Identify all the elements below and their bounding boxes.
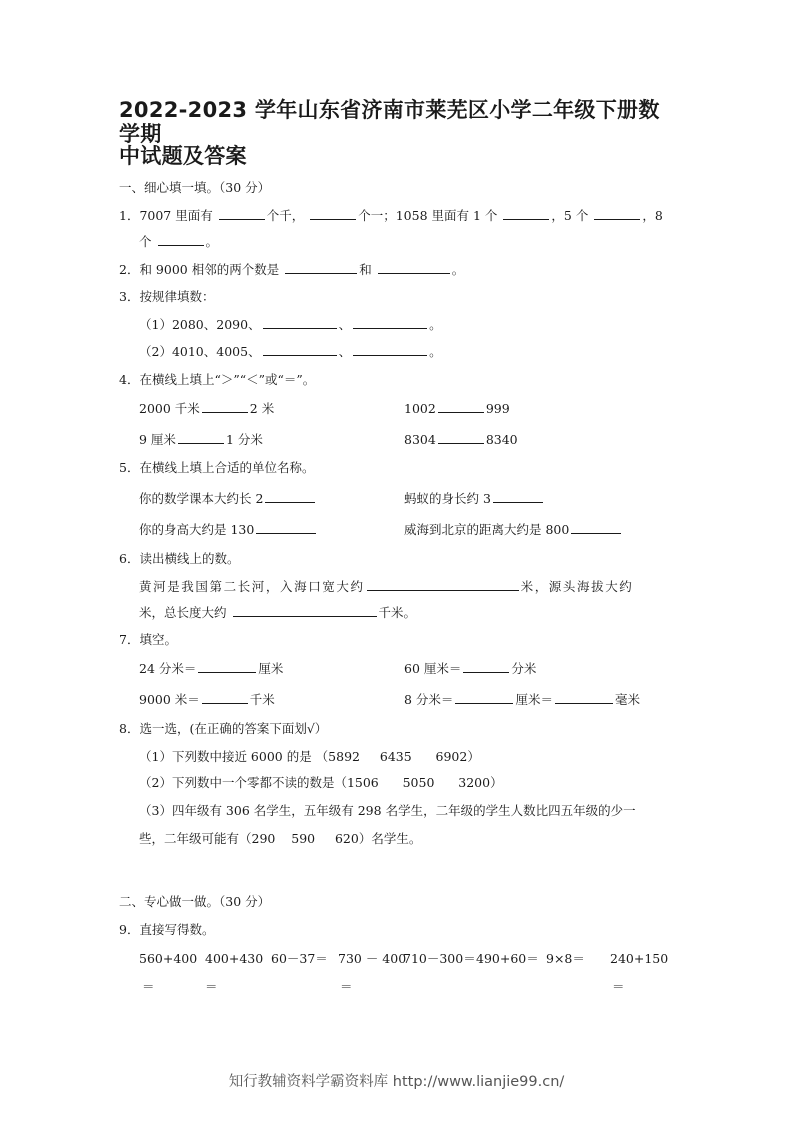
q3-row2-sep: 、 (338, 344, 352, 359)
q4-item-1-blank[interactable] (202, 400, 248, 413)
q2-text-c: 。 (451, 262, 465, 277)
q9-problem-4: 730 － 400 (338, 951, 407, 966)
q1-blank-2[interactable] (310, 207, 356, 220)
q2-blank-1[interactable] (285, 261, 357, 274)
q4-item-2-right: 999 (485, 401, 510, 416)
q4-item-3-blank[interactable] (178, 431, 224, 444)
q4-item-1-left: 2000 千米 (139, 401, 200, 416)
document-title-line2: 中试题及答案 (119, 144, 247, 168)
q7-item-2 (404, 660, 536, 678)
q5-item-3 (139, 521, 318, 539)
q1-text-a: 1．7007 里面有 (119, 208, 213, 223)
q5-item-4-text: 威海到北京的距离大约是 800 (404, 522, 570, 537)
q5-item-4 (404, 521, 623, 539)
q6-line2 (139, 604, 416, 622)
q3-row1-text: （1）2080、2090、 (139, 317, 261, 332)
q7-item-3-blank[interactable] (202, 691, 248, 704)
q2-line (119, 261, 464, 279)
q8-part-3-line2[interactable]: 些，二年级可能有（290 590 620）名学生。 (139, 831, 422, 846)
q1-blank-3[interactable] (503, 207, 549, 220)
q9-problem-1: 560+400 (139, 951, 198, 966)
q7-item-2-text-a: 60 厘米＝ (404, 661, 462, 676)
q7-item-4-text-a: 8 分米＝ (404, 692, 454, 707)
q9-problem-6: 490+60＝ (476, 951, 539, 966)
q1-text-c: 个一；1058 里面有 1 个 (358, 208, 498, 223)
section2-heading: 二、专心做一做。（30 分） (119, 894, 271, 909)
q3-heading: 3．按规律填数： (119, 289, 215, 304)
q4-item-4-left: 8304 (404, 432, 436, 447)
q4-item-2 (404, 400, 510, 418)
q5-item-2 (404, 490, 545, 508)
q9-eq-4[interactable]: ＝ (340, 979, 353, 994)
q2-text-b: 和 (359, 262, 372, 277)
q3-row2-blank-2[interactable] (353, 343, 427, 356)
q1-text-e: ，8 (642, 208, 663, 223)
q9-eq-1[interactable]: ＝ (142, 979, 155, 994)
q6-line1-text-b: 米，源头海拔大约 (520, 579, 634, 594)
q7-item-2-text-b: 分米 (511, 661, 537, 676)
q1-blank-4[interactable] (594, 207, 640, 220)
q3-row2-end: 。 (429, 344, 442, 359)
q4-item-3-left: 9 厘米 (139, 432, 176, 447)
q9-heading: 9．直接写得数。 (119, 922, 215, 937)
q2-text-a: 2．和 9000 相邻的两个数是 (119, 262, 280, 277)
q9-problem-7: 9×8＝ (546, 951, 585, 966)
q7-item-4-blank-2[interactable] (555, 691, 613, 704)
q4-item-1 (139, 400, 274, 418)
q7-item-1-blank[interactable] (198, 660, 256, 673)
q5-heading: 5．在横线上填上合适的单位名称。 (119, 460, 315, 475)
document-title-line1: 2022-2023 学年山东省济南市莱芜区小学二年级下册数学期 (119, 98, 660, 146)
q5-item-2-text: 蚂蚁的身长约 3 (404, 491, 491, 506)
q5-item-2-blank[interactable] (493, 490, 543, 503)
q6-line2-text-a: 米，总长度大约 (139, 605, 227, 620)
q8-part-2[interactable]: （2）下列数中一个零都不读的数是（1506 5050 3200） (139, 775, 503, 790)
q9-problem-8: 240+150 (610, 951, 669, 966)
q4-item-2-left: 1002 (404, 401, 436, 416)
q1-text-d: ，5 个 (551, 208, 589, 223)
q8-heading: 8．选一选，(在正确的答案下面划√） (119, 721, 328, 736)
q9-problem-5: 710－300＝ (403, 951, 476, 966)
section1-heading: 一、细心填一填。（30 分） (119, 180, 271, 195)
q3-row1 (139, 316, 442, 334)
q5-item-4-blank[interactable] (571, 521, 621, 534)
q4-item-3 (139, 431, 263, 449)
q7-heading: 7．填空。 (119, 632, 177, 647)
q7-item-4-text-c: 毫米 (614, 692, 640, 707)
q7-item-1 (139, 660, 283, 678)
q7-item-4-text-b: 厘米＝ (515, 692, 553, 707)
q3-row2 (139, 343, 442, 361)
q4-heading: 4．在横线上填上“＞”“＜”或“＝”。 (119, 372, 316, 387)
q1-line1 (119, 207, 663, 225)
q5-item-1-blank[interactable] (265, 490, 315, 503)
q3-row1-blank-2[interactable] (353, 316, 427, 329)
q1-blank-5[interactable] (158, 233, 204, 246)
q5-item-1 (139, 490, 317, 508)
q1-blank-1[interactable] (219, 207, 265, 220)
q6-blank-1[interactable] (367, 578, 519, 591)
q7-item-3-text-b: 千米 (249, 692, 275, 707)
q7-item-2-blank[interactable] (463, 660, 509, 673)
q4-item-2-blank[interactable] (438, 400, 484, 413)
q4-item-4 (404, 431, 518, 449)
q3-row2-blank-1[interactable] (263, 343, 337, 356)
q1-text-f: 个 (139, 234, 152, 249)
q4-item-1-right: 2 米 (249, 401, 275, 416)
q7-item-3-text-a: 9000 米＝ (139, 692, 200, 707)
q6-heading: 6．读出横线上的数。 (119, 551, 240, 566)
q9-problem-3: 60－37＝ (271, 951, 328, 966)
q4-item-4-blank[interactable] (438, 431, 484, 444)
q4-item-3-right: 1 分米 (225, 432, 263, 447)
q5-item-1-text: 你的数学课本大约长 2 (139, 491, 264, 506)
q2-blank-2[interactable] (378, 261, 450, 274)
q9-eq-2[interactable]: ＝ (205, 979, 218, 994)
q6-line1 (139, 578, 633, 596)
q7-item-4-blank-1[interactable] (455, 691, 513, 704)
q3-row1-blank-1[interactable] (263, 316, 337, 329)
q9-problem-2: 400+430 (205, 951, 264, 966)
q7-item-1-text-a: 24 分米＝ (139, 661, 197, 676)
q3-row2-text: （2）4010、4005、 (139, 344, 261, 359)
q7-item-3 (139, 691, 275, 709)
q6-blank-2[interactable] (233, 604, 377, 617)
q1-text-g: 。 (205, 234, 219, 249)
footer-watermark: 知行教辅资料学霸资料库 http://www.lianjie99.cn/ (228, 1074, 565, 1090)
q5-item-3-text: 你的身高大约是 130 (139, 522, 255, 537)
q1-line2 (139, 233, 218, 251)
q7-item-4 (404, 691, 640, 709)
q4-item-4-right: 8340 (485, 432, 518, 447)
q6-line2-text-b: 千米。 (378, 605, 417, 620)
q8-part-3-line1: （3）四年级有 306 名学生，五年级有 298 名学生，二年级的学生人数比四五年级的少一 (139, 803, 636, 818)
q7-item-1-text-b: 厘米 (258, 661, 284, 676)
q8-part-1[interactable]: （1）下列数中接近 6000 的是 （5892 6435 6902） (139, 749, 480, 764)
q3-row1-end: 。 (429, 317, 442, 332)
q9-eq-8[interactable]: ＝ (612, 979, 625, 994)
q5-item-3-blank[interactable] (256, 521, 316, 534)
q6-line1-text-a: 黄河是我国第二长河，入海口宽大约 (139, 579, 365, 594)
q3-row1-sep: 、 (338, 317, 352, 332)
q1-text-b: 个千， (266, 208, 305, 223)
